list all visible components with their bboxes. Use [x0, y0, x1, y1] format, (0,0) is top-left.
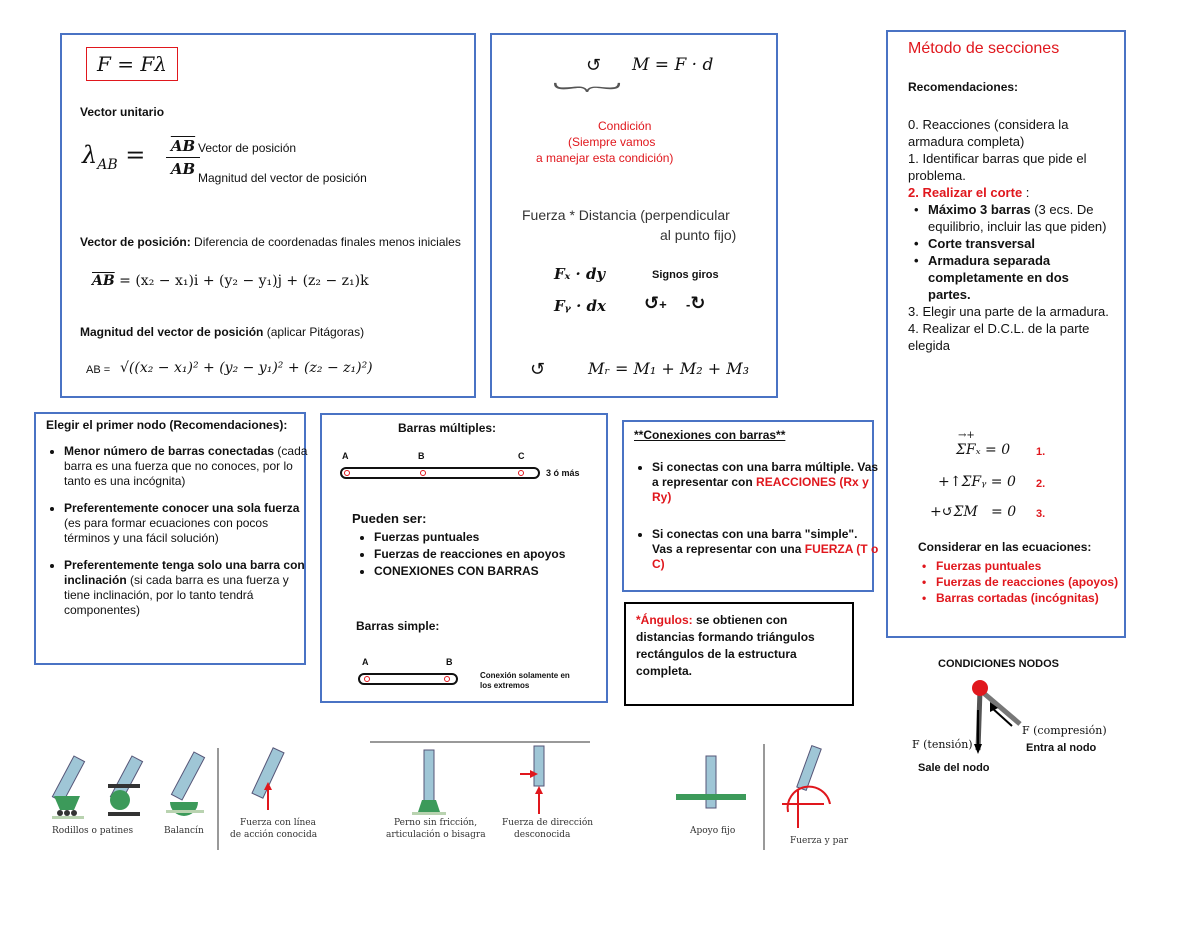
multiple-bar — [340, 467, 540, 479]
step-3: 3. Elegir una parte de la armadura. — [908, 304, 1109, 319]
eq-sum-fy: +↑ΣFᵧ = 0 — [938, 474, 1016, 490]
primer-nodo-list — [46, 444, 310, 618]
fuerza-dir-label-1: Fuerza de dirección — [502, 818, 594, 828]
condicion-note2: a manejar esta condición) — [536, 151, 674, 165]
pos-vector-desc: Vector de posición — [198, 141, 297, 155]
ccw-plus-icon: ↺+ — [644, 293, 667, 313]
secciones-title: Método de secciones — [908, 40, 1060, 57]
fy-dx: Fᵧ · dx — [554, 297, 606, 315]
simple-pin-a — [364, 676, 370, 682]
ab-fraction: $\overline{AB}$ AB — [166, 137, 200, 178]
simple-pin-b — [444, 676, 450, 682]
roller-support-icon — [52, 756, 85, 819]
moment-panel — [490, 33, 778, 398]
simple-node-b-label: B — [446, 657, 453, 667]
considerar-item-2: • Fuerzas de reacciones (apoyos) — [936, 574, 1136, 590]
considerar-item-1: • Fuerzas puntuales — [936, 558, 1136, 574]
condicion-note1: (Siempre vamos — [568, 135, 656, 149]
angulos-panel — [624, 602, 854, 706]
primer-nodo-panel — [34, 412, 306, 665]
unknown-direction-force-icon — [520, 746, 544, 814]
force-couple-icon — [782, 746, 830, 828]
fuerza-distancia-2: al punto fijo) — [660, 227, 737, 243]
fuerza-linea-label-2: de acción conocida — [230, 830, 318, 840]
corte-item-2: • Corte transversal — [928, 235, 1114, 252]
pos-magnitude-desc: Magnitud del vector de posición — [198, 171, 367, 185]
pueden-ser-label: Pueden ser: — [352, 511, 427, 526]
conexiones-item-1: • Si conectas con una barra múltiple. Vas a representar con REACCIONES (Rx y Ry) — [652, 460, 880, 505]
step-1: 1. Identificar barras que pide el problema. — [908, 151, 1087, 183]
pin-b — [420, 470, 426, 476]
fuerza-par-label: Fuerza y par — [790, 836, 849, 846]
considerar-label: Considerar en las ecuaciones: — [918, 540, 1092, 554]
condiciones-title: CONDICIONES NODOS — [938, 658, 1060, 670]
considerar-item-3: • Barras cortadas (incógnitas) — [936, 590, 1136, 606]
primer-nodo-item-3: • Preferentemente tenga solo una barra con inclinación (si cada barra es una fuerza y tiene inclinación, por lo tanto tendrá componentes) — [64, 558, 310, 618]
conexion-label-2: los extremos — [480, 681, 530, 690]
rotation-icon-2: ↺ — [530, 359, 546, 379]
corte-item-1: • Máximo 3 barras (3 ecs. De equilibrio, incluir las que piden) — [928, 201, 1114, 235]
primer-nodo-item-1: • Menor número de barras conectadas (cada barra es una fuerza que no conoces, por lo tanto es una incógnita) — [64, 444, 310, 489]
node-c-label: C — [518, 451, 525, 461]
eq-num-2: 2. — [1036, 478, 1046, 490]
fuerza-dir-label-2: desconocida — [514, 830, 571, 840]
fuerza-linea-label-1: Fuerza con línea — [240, 818, 316, 828]
fx-dy: Fₓ · dy — [554, 265, 606, 283]
perno-label-1: Perno sin fricción, — [394, 818, 478, 828]
slider-support-icon — [108, 756, 143, 816]
lambda-formula: $\lambda_{AB}$ = — [82, 141, 146, 173]
node-b-label: B — [418, 451, 425, 461]
tres-o-mas-label: 3 ó más — [546, 468, 580, 478]
conexion-label-1: Conexión solamente en — [480, 671, 570, 680]
simple-node-a-label: A — [362, 657, 369, 667]
conexiones-title: **Conexiones con barras** — [634, 428, 786, 442]
apoyo-fijo-label: Apoyo fijo — [690, 826, 736, 836]
tension-label: F (tensión) — [912, 738, 973, 751]
primer-nodo-item-2: • Preferentemente conocer una sola fuerza (es para formar ecuaciones con pocos términos y una fácil solución) — [64, 501, 310, 546]
eq-num-3: 3. — [1036, 508, 1046, 520]
node-dot — [972, 680, 988, 696]
compresion-label: F (compresión) — [1022, 724, 1107, 737]
compression-bar — [980, 690, 1020, 724]
considerar-list — [918, 558, 1136, 606]
pueden-ser-item-1: • Fuerzas puntuales — [374, 529, 565, 546]
eq-sum-fx: ΣFₓ = 0 — [956, 442, 1011, 458]
rocker-support-icon — [166, 752, 205, 816]
corte-item-3: • Armadura separada completamente en dos partes. — [928, 252, 1114, 303]
corte-list — [908, 201, 1114, 303]
signos-giros-label: Signos giros — [652, 269, 719, 281]
barras-simple-title: Barras simple: — [356, 619, 440, 633]
conexiones-list — [634, 460, 880, 572]
entra-label: Entra al nodo — [1026, 742, 1097, 754]
ab-vector-formula: $\overline{AB} = (x_2 - x_1)i + (y_2 - y_1)j + (z_2 - z_1)k$ — [92, 273, 369, 289]
rodillos-label: Rodillos o patines — [52, 826, 134, 836]
eq-sum-m: +↺ΣM = 0 — [930, 504, 1017, 520]
metodo-secciones-panel — [886, 30, 1126, 638]
resultant-moment-formula: Mᵣ = M₁ + M₂ + M₃ — [588, 359, 750, 378]
rotation-icon: ↺ — [586, 55, 602, 75]
barras-panel — [320, 413, 608, 703]
pueden-ser-item-3: • CONEXIONES CON BARRAS — [374, 563, 565, 580]
eq-sum-fx-arrow: →+ — [958, 430, 975, 441]
recomendaciones-label: Recomendaciones: — [908, 80, 1019, 94]
known-line-force-icon — [252, 748, 284, 810]
conexiones-panel — [622, 420, 879, 592]
pin-c — [518, 470, 524, 476]
conexiones-item-2: • Si conectas con una barra "simple". Vas a representar con una FUERZA (T o C) — [652, 527, 880, 572]
step-4: 4. Realizar el D.C.L. de la parte elegida — [908, 321, 1090, 353]
unit-vector-panel — [60, 33, 476, 398]
pueden-ser-list — [356, 529, 565, 580]
condicion-label: Condición — [598, 119, 652, 133]
barras-multiples-title: Barras múltiples: — [398, 421, 497, 435]
unit-vector-label: Vector unitario — [80, 105, 165, 119]
step-0: 0. Reacciones (considera la armadura completa) — [908, 117, 1069, 149]
pos-vector-line: Vector de posición: Diferencia de coordenadas finales menos iniciales — [80, 235, 461, 249]
supports-illustrations — [40, 738, 860, 858]
perno-label-2: articulación o bisagra — [386, 830, 486, 840]
node-a-label: A — [342, 451, 349, 461]
eq-num-1: 1. — [1036, 446, 1046, 458]
cw-minus-icon: -↻ — [686, 293, 706, 313]
ab-magnitude-formula: √((x₂ − x₁)² + (y₂ − y₁)² + (z₂ − z₁)²) — [120, 360, 373, 376]
ab-magnitude-label: AB = — [86, 364, 111, 376]
primer-nodo-title: Elegir el primer nodo (Recomendaciones): — [46, 418, 288, 432]
brace-icon: ︸ — [553, 82, 621, 112]
pueden-ser-item-2: • Fuerzas de reacciones en apoyos — [374, 546, 565, 563]
sale-label: Sale del nodo — [918, 762, 990, 774]
step-2: 2. Realizar el corte : — [908, 185, 1030, 200]
simple-bar — [358, 673, 458, 685]
angulos-text: *Ángulos: se obtienen con distancias formando triángulos rectángulos de la estructura completa. — [636, 613, 815, 678]
fuerza-distancia-1: Fuerza * Distancia (perpendicular — [522, 207, 730, 223]
fixed-support-icon — [676, 756, 746, 808]
magnitude-line: Magnitud del vector de posición (aplicar Pitágoras) — [80, 325, 365, 339]
balancin-label: Balancín — [164, 826, 204, 836]
force-formula-box: F = Fλ — [86, 47, 178, 81]
tension-arrowhead — [974, 744, 982, 754]
pin-support-icon — [412, 750, 446, 815]
moment-formula: M = F · d — [632, 55, 714, 75]
pin-a — [344, 470, 350, 476]
